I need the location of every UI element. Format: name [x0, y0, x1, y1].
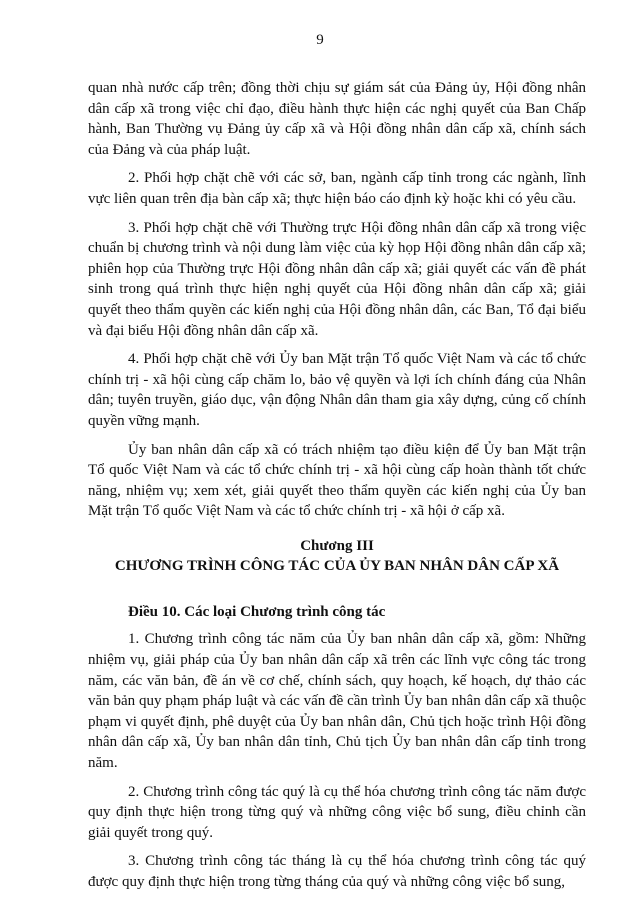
paragraph-item-3: 3. Phối hợp chặt chẽ với Thường trực Hội đồng nhân dân cấp xã trong việc chuẩn bị chương trình và nội dung làm việc của kỳ họp Hội đồng nhân dân cấp xã; phiên họp của Thường trực Hội đồng nhân dân cấp xã; giải quyết các vấn đề phát sinh trong quá trình thực hiện nghị quyết của Hội đồng nhân dân cấp xã; giải quyết theo thẩm quyền các kiến nghị của Hội đồng nhân dân, các Ban, Tổ đại biểu và đại biểu Hội đồng nhân dân cấp xã.	[88, 219, 586, 339]
article-paragraph-1: 1. Chương trình công tác năm của Ủy ban nhân dân cấp xã, gồm: Những nhiệm vụ, giải pháp của Ủy ban nhân dân cấp xã trên các lĩnh vực công tác trong năm, các văn bản, đề án về cơ chế, chính sách, quy hoạch, kế hoạch, dự thảo các văn bản quy phạm pháp luật và các vấn đề cần trình Ủy ban nhân dân cấp xã thuộc phạm vi quyết định, phê duyệt của Ủy ban nhân dân, Chủ tịch hoặc trình Hội đồng nhân dân cấp xã, Ủy ban nhân dân tỉnh, Chủ tịch Ủy ban nhân dân cấp tỉnh trong năm.	[88, 631, 586, 772]
paragraph-responsibility: Ủy ban nhân dân cấp xã có trách nhiệm tạo điều kiện để Ủy ban Mặt trận Tổ quốc Việt Nam và các tổ chức chính trị - xã hội cùng cấp hoàn thành tốt chức năng, nhiệm vụ; xem xét, giải quyết theo thẩm quyền các kiến nghị của Ủy ban Mặt trận Tổ quốc Việt Nam và các tổ chức chính trị - xã hội ở cấp xã.	[88, 441, 586, 520]
page-number: 9	[316, 32, 324, 48]
paragraph-continuation: quan nhà nước cấp trên; đồng thời chịu sự giám sát của Đảng ủy, Hội đồng nhân dân cấp xã trong việc chỉ đạo, điều hành thực hiện các nghị quyết của Ban Chấp hành, Ban Thường vụ Đảng ủy cấp xã và Hội đồng nhân dân cấp xã, chính sách của Đảng và của pháp luật.	[88, 80, 586, 158]
paragraph-item-2: 2. Phối hợp chặt chẽ với các sở, ban, ngành cấp tỉnh trong các ngành, lĩnh vực liên quan trên địa bàn cấp xã; thực hiện báo cáo định kỳ hoặc khi có yêu cầu.	[88, 170, 586, 207]
document-body	[88, 78, 586, 901]
article-heading: Điều 10. Các loại Chương trình công tác	[128, 603, 386, 620]
article-paragraph-2: 2. Chương trình công tác quý là cụ thể hóa chương trình công tác năm được quy định thực hiện trong từng quý và những công việc bổ sung, điều chỉnh cần giải quyết trong quý.	[88, 783, 586, 841]
chapter-number: Chương III	[300, 537, 374, 554]
chapter-title: CHƯƠNG TRÌNH CÔNG TÁC CỦA ỦY BAN NHÂN DÂN CẤP XÃ	[114, 557, 560, 574]
article-paragraph-3: 3. Chương trình công tác tháng là cụ thể hóa chương trình công tác quý được quy định thực hiện trong từng tháng của quý và những công việc bổ sung,	[88, 853, 586, 890]
paragraph-item-4: 4. Phối hợp chặt chẽ với Ủy ban Mặt trận Tổ quốc Việt Nam và các tổ chức chính trị - xã hội cùng cấp chăm lo, bảo vệ quyền và lợi ích chính đáng của Nhân dân; tuyên truyền, giáo dục, vận động Nhân dân tham gia xây dựng, củng cố chính quyền vững mạnh.	[88, 351, 586, 429]
